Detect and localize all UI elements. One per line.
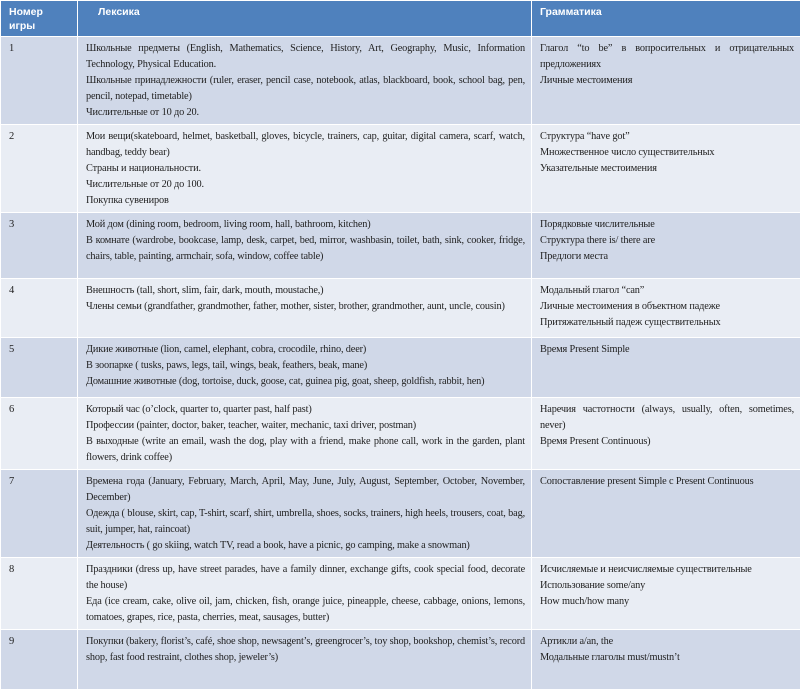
table-row [1,630,800,690]
game-number: 8 [1,558,78,630]
table-row [1,398,800,470]
grammar-cell [532,279,800,338]
lexis-line: Праздники (dress up, have street parades, have a family dinner, exchange gifts, cook special food, decorate the house) [86,562,525,594]
lexis-line: Мои вещи(skateboard, helmet, basketball, gloves, bicycle, trainers, cap, guitar, digital camera, scarf, watch, handbag, teddy bear) [86,129,525,161]
grammar-line: Глагол “to be” в вопросительных и отрицательных предложениях [540,41,794,73]
grammar-cell [532,213,800,279]
lexis-cell [78,630,532,690]
grammar-line: Предлоги места [540,249,794,265]
grammar-line: Использование some/any [540,578,794,594]
header-lexis: Лексика [78,1,532,37]
table-row [1,213,800,279]
table-row [1,37,800,125]
table-row [1,279,800,338]
lexis-line: Страны и национальности. [86,161,525,177]
grammar-line: Структура there is/ there are [540,233,794,249]
table-row [1,125,800,213]
grammar-line: Указательные местоимения [540,161,794,177]
lexis-line: Еда (ice cream, cake, olive oil, jam, chicken, fish, orange juice, pineapple, cheese, cabbage, onions, lemons, tomatoes, grapes, rice, pasta, cherries, meat, sausages, butter) [86,594,525,626]
lexis-line: Который час (o’clock, quarter to, quarter past, half past) [86,402,525,418]
header-grammar: Грамматика [532,1,800,37]
lexis-line: Профессии (painter, doctor, baker, teacher, waiter, mechanic, taxi driver, postman) [86,418,525,434]
lexis-line: Деятельность ( go skiing, watch TV, read a book, have a picnic, go camping, make a snowman) [86,538,525,554]
lexis-line: Члены семьи (grandfather, grandmother, father, mother, sister, brother, grandmother, aunt, uncle, cousin) [86,299,525,315]
lexis-line: В зоопарке ( tusks, paws, legs, tail, wings, beak, feathers, beak, mane) [86,358,525,374]
grammar-line: Притяжательный падеж существительных [540,315,794,331]
table-header [1,1,800,37]
lexis-cell [78,338,532,398]
game-number: 9 [1,630,78,690]
lexis-line: Школьные предметы (English, Mathematics, Science, History, Art, Geography, Music, Information Technology, Physical Education. [86,41,525,73]
lexis-line: Времена года (January, February, March, April, May, June, July, August, September, October, November, December) [86,474,525,506]
game-number: 4 [1,279,78,338]
lexis-cell [78,37,532,125]
grammar-line: Артикли a/an, the [540,634,794,650]
lexis-cell [78,279,532,338]
grammar-line: Множественное число существительных [540,145,794,161]
lexis-line: Школьные принадлежности (ruler, eraser, pencil case, notebook, atlas, blackboard, book, school bag, pen, pencil, notepad, timetable) [86,73,525,105]
lexis-cell [78,125,532,213]
grammar-line: Личные местоимения [540,73,794,89]
grammar-cell [532,470,800,558]
grammar-line: Порядковые числительные [540,217,794,233]
game-number: 1 [1,37,78,125]
lexis-line: Одежда ( blouse, skirt, cap, T-shirt, scarf, shirt, umbrella, shoes, socks, trainers, high heels, trousers, coat, bag, suit, jumper, hat, raincoat) [86,506,525,538]
grammar-line: Структура “have got” [540,129,794,145]
lexis-line: Покупки (bakery, florist’s, café, shoe shop, newsagent’s, greengrocer’s, toy shop, bookshop, chemist’s, record shop, fast food restraint, clothes shop, jeweler’s) [86,634,525,666]
lexis-line: Числительные от 10 до 20. [86,105,525,121]
lexis-cell [78,213,532,279]
grammar-line: Модальный глагол “can” [540,283,794,299]
lexis-line: Домашние животные (dog, tortoise, duck, goose, cat, guinea pig, goat, sheep, goldfish, rabbit, hen) [86,374,525,390]
grammar-cell [532,338,800,398]
game-number: 7 [1,470,78,558]
table-row [1,470,800,558]
game-number: 2 [1,125,78,213]
grammar-cell [532,398,800,470]
lexis-cell [78,398,532,470]
grammar-line: Личные местоимения в объектном падеже [540,299,794,315]
lexis-cell [78,470,532,558]
lexis-line: Покупка сувениров [86,193,525,209]
game-number: 6 [1,398,78,470]
table-row [1,558,800,630]
lexis-line: Дикие животные (lion, camel, elephant, cobra, crocodile, rhino, deer) [86,342,525,358]
lexis-line: В выходные (write an email, wash the dog, play with a friend, make phone call, work in the garden, plant flowers, drink coffee) [86,434,525,466]
lexis-cell [78,558,532,630]
grammar-line: Модальные глаголы must/mustn’t [540,650,794,666]
grammar-cell [532,125,800,213]
grammar-line: Сопоставление present Simple c Present Continuous [540,474,794,490]
grammar-cell [532,558,800,630]
lexis-line: В комнате (wardrobe, bookcase, lamp, desk, carpet, bed, mirror, washbasin, toilet, bath, sink, cooker, fridge, chairs, table, painting, armchair, sofa, window, coffee table) [86,233,525,265]
grammar-line: Наречия частотности (always, usually, often, sometimes, never) [540,402,794,434]
lexis-line: Мой дом (dining room, bedroom, living room, hall, bathroom, kitchen) [86,217,525,233]
grammar-line: Время Present Simple [540,342,794,358]
lexis-line: Внешность (tall, short, slim, fair, dark, mouth, moustache,) [86,283,525,299]
grammar-line: How much/how many [540,594,794,610]
grammar-cell [532,37,800,125]
game-number: 3 [1,213,78,279]
lexis-line: Числительные от 20 до 100. [86,177,525,193]
table-row [1,338,800,398]
grammar-line: Исчисляемые и неисчисляемые существительные [540,562,794,578]
game-number: 5 [1,338,78,398]
header-game-number: Номер игры [1,1,78,37]
grammar-line: Время Present Continuous) [540,434,794,450]
grammar-cell [532,630,800,690]
